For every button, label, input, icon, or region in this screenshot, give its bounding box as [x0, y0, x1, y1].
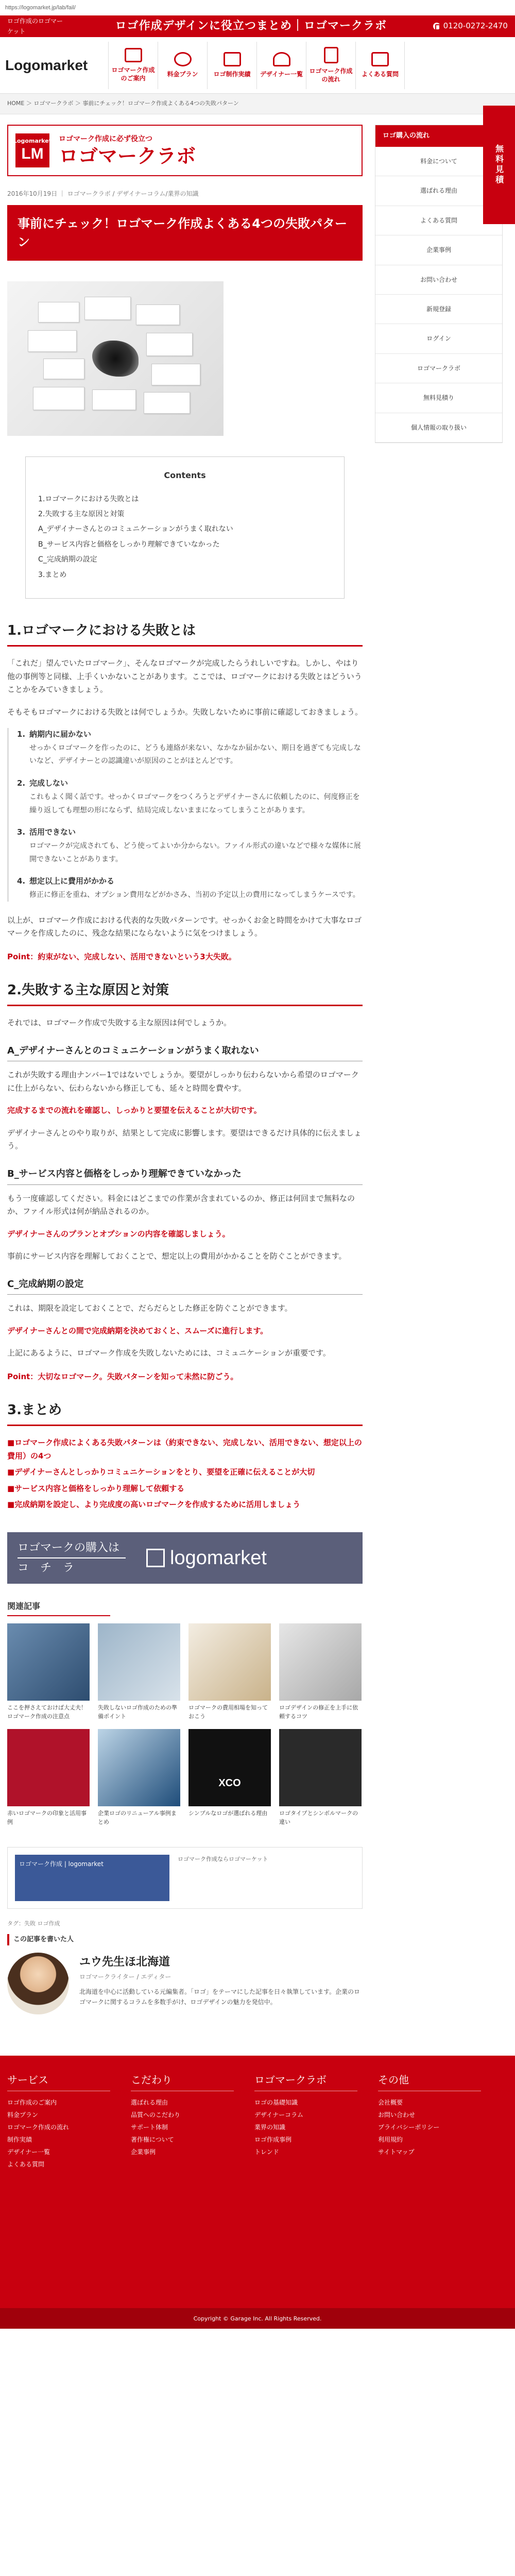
sidebar-item[interactable]: 無料見積り	[375, 383, 502, 413]
lab-banner[interactable]	[7, 125, 363, 176]
article-main	[7, 125, 363, 2056]
nav-label: よくある質問	[361, 70, 399, 78]
footer-heading: サービス	[7, 2071, 110, 2091]
sidebar-head[interactable]: ロゴ購入の流れ	[375, 125, 502, 147]
nav-item-flow[interactable]	[306, 42, 355, 89]
nav-item-guide[interactable]	[108, 42, 158, 89]
share-text: ロゴマーク作成ならロゴマーケット	[178, 1856, 268, 1863]
related-label: シンプルなロゴが選ばれる理由	[188, 1810, 268, 1817]
related-label: ロゴデザインの修正を上手に依頼するコツ	[279, 1704, 358, 1720]
fail-title: 活用できない	[29, 827, 76, 837]
buy-logo-banner[interactable]	[7, 1532, 363, 1584]
paragraph: もう一度確認してください。料金にはどこまでの作業が含まれているのか、修正は何回まで無料なのか、ファイル形式は何が納品されるのか。	[7, 1193, 355, 1216]
phone-text: 0120-0272-2470	[443, 21, 508, 31]
related-card[interactable]	[279, 1729, 362, 1826]
fail-item: 1. 納期内に届かない せっかくロゴマークを作ったのに、どうも連絡が来ない、なかなか届かない、期日を過ぎても完成しないなど、デザイナーとの認識違いが原因のことがほとんどです。	[9, 728, 363, 768]
top-strip	[0, 15, 515, 37]
related-label: ロゴタイプとシンボルマークの違い	[279, 1810, 358, 1825]
related-articles-grid	[7, 1623, 363, 1826]
section-2-heading: 2.失敗する主な原因と対策	[7, 979, 363, 1006]
toc-item[interactable]: 1.ロゴマークにおける失敗とは	[38, 495, 139, 503]
sidebar	[375, 125, 503, 2056]
toc-item[interactable]: 2.失敗する主な原因と対策	[38, 510, 125, 518]
footer-link[interactable]: ロゴ作成事例	[254, 2136, 292, 2143]
price-icon	[174, 52, 192, 66]
sidebar-item[interactable]: 企業事例	[375, 235, 502, 265]
author-bio: 北海道を中心に活動している元編集者。「ロゴ」をテーマにした記事を日々執筆しています。企業のロゴマークに関するコラムを多数手がけ、ロゴデザインの魅力を発信中。	[79, 1988, 360, 2006]
share-box	[7, 1847, 363, 1909]
content-wrap	[0, 114, 515, 2056]
related-label: ロゴマークの費用相場を知っておこう	[188, 1704, 268, 1720]
works-icon	[224, 52, 241, 66]
related-card[interactable]	[279, 1623, 362, 1721]
footer-col-lab	[254, 2071, 357, 2171]
summary-item: ■デザイナーさんとしっかりコミュニケーションをとり、要望を正確に伝えることが大切	[7, 1467, 315, 1477]
sidebar-item[interactable]: ログイン	[375, 324, 502, 353]
summary-item: ■サービス内容と価格をしっかり理解して依頼する	[7, 1483, 185, 1493]
related-thumb	[7, 1729, 90, 1806]
paragraph: これが失敗する理由ナンバー1ではないでしょうか。要望がしっかり伝わらないから希望のロゴマークに仕上がらない、伝わらないから修正しても、延々と時間を費やす。	[7, 1070, 359, 1093]
paragraph: それでは、ロゴマーク作成で失敗する主な原因は何でしょうか。	[7, 1018, 232, 1028]
author-info	[79, 1953, 363, 2008]
paragraph: これは、期限を設定しておくことで、だらだらとした修正を防ぐことができます。	[7, 1303, 293, 1313]
avatar	[7, 1953, 69, 2014]
related-thumb	[279, 1729, 362, 1806]
author-name: ユウ先生ほ北海道	[79, 1955, 170, 1969]
nav-item-works[interactable]	[207, 42, 256, 89]
article-meta: 2016年10月19日 ｜ ロゴマークラボ / デザイナーコラム/業界の知識	[7, 190, 199, 197]
footer-link[interactable]: 業界の知識	[254, 2123, 286, 2131]
footer-heading: その他	[378, 2071, 481, 2091]
related-card[interactable]	[98, 1623, 180, 1721]
related-label: 赤いロゴマークの印象と活用事例	[7, 1810, 87, 1825]
related-card[interactable]	[7, 1623, 90, 1721]
buy-banner-logo	[146, 1541, 363, 1575]
footer-link[interactable]: デザイナー一覧	[7, 2148, 50, 2156]
section-1-heading: 1.ロゴマークにおける失敗とは	[7, 619, 363, 647]
related-thumb	[279, 1623, 362, 1701]
fail-title: 納期内に届かない	[29, 730, 92, 739]
lab-banner-sub: ロゴマーク作成に必ず役立つ	[59, 135, 152, 144]
footer-link[interactable]: 選ばれる理由	[131, 2098, 168, 2106]
footer-link[interactable]: 料金プラン	[7, 2111, 39, 2119]
toc-item[interactable]: A_デザイナーさんとのコミュニケーションがうまく取れない	[38, 525, 233, 534]
footer-columns	[7, 2071, 508, 2171]
toc-item[interactable]: B_サービス内容と価格をしっかり理解できていなかった	[38, 540, 220, 549]
buy-banner-line2: コ チ ラ	[18, 1561, 75, 1574]
toc-title: Contents	[164, 470, 206, 481]
related-card[interactable]	[98, 1729, 180, 1826]
phone-number[interactable]	[433, 20, 508, 33]
paragraph: そもそもロゴマークにおける失敗とは何でしょうか。失敗しないために事前に確認しておきましょう。	[7, 707, 363, 717]
footer-col-service	[7, 2071, 110, 2171]
sidebar-item[interactable]: ロゴマークラボ	[375, 354, 502, 383]
point-callout: Point：約束がない、完成しない、活用できないという3大失敗。	[7, 952, 236, 961]
related-thumb	[98, 1729, 180, 1806]
buy-banner-logo-text: logomarket	[170, 1547, 267, 1569]
footer-link[interactable]: ロゴマーク作成の流れ	[7, 2123, 70, 2131]
nav-label: ロゴ制作実績	[213, 70, 251, 78]
author-role: ロゴマークライター / エディター	[79, 1973, 171, 1981]
section-3-heading: 3.まとめ	[7, 1399, 363, 1426]
url-bar[interactable]: https://logomarket.jp/lab/fail/	[0, 0, 515, 15]
flow-icon	[324, 47, 338, 63]
fail-title: 完成しない	[29, 778, 68, 788]
nav-item-price[interactable]	[158, 42, 207, 89]
highlight-text: デザイナーさんとの間で完成納期を決めておくと、スムーズに進行します。	[7, 1326, 268, 1335]
related-label: ここを押さえておけば大丈夫！ロゴマーク作成の注意点	[7, 1704, 87, 1720]
table-of-contents	[25, 456, 345, 599]
toc-item[interactable]: C_完成納期の設定	[38, 555, 97, 564]
sidebar-item[interactable]: 個人情報の取り扱い	[375, 413, 502, 443]
related-articles-title: 関連記事	[7, 1599, 110, 1616]
lab-banner-title: ロゴマークラボ	[59, 145, 196, 167]
summary-list	[7, 1436, 363, 1512]
point-callout: Point：大切なロゴマーク。失敗パターンを知って未然に防ごう。	[7, 1371, 238, 1381]
paragraph: デザイナーさんとのやり取りが、結果として完成に影響します。要望はできるだけ具体的に伝えましょう。	[7, 1128, 362, 1151]
footer-link[interactable]: トレンド	[254, 2148, 279, 2156]
footer-link[interactable]: 制作実績	[7, 2136, 32, 2143]
lab-mark-top: Logomarket	[13, 138, 52, 145]
footer-link[interactable]: 利用規約	[378, 2136, 403, 2143]
related-label: 企業ロゴのリニューアル事例まとめ	[98, 1810, 177, 1825]
summary-item: ■ロゴマーク作成によくある失敗パターンは（約束できない、完成しない、活用できない、想定以上の費用）の4つ	[7, 1438, 362, 1461]
nav-item-designers[interactable]	[256, 42, 306, 89]
fail-item: 4. 想定以上に費用がかかる 修正に修正を重ね、オプション費用などがかさみ、当初の予定以上の費用になってしまうケースです。	[9, 875, 363, 901]
footer-link[interactable]: ロゴの基礎知識	[254, 2098, 298, 2106]
breadcrumb[interactable]: HOME ＞ ロゴマークラボ ＞ 事前にチェック！ロゴマーク作成よくある4つの失敗パターン	[0, 94, 515, 114]
nav-item-faq[interactable]	[355, 42, 405, 89]
related-thumb-text: XCO	[218, 1777, 241, 1789]
nav-label: ロゴマーク作成の流れ	[309, 67, 353, 83]
paragraph: 事前にサービス内容を理解しておくことで、想定以上の費用がかかることを防ぐことができます。	[7, 1251, 347, 1261]
related-thumb	[98, 1623, 180, 1701]
footer-link[interactable]: 企業事例	[131, 2148, 156, 2156]
site-footer	[0, 2056, 515, 2329]
fail-desc: ロゴマークが完成されても、どう使ってよいか分からない。ファイル形式の違いなどで様々な媒体に展開できないことがあります。	[29, 841, 361, 863]
footer-link[interactable]: サポート体制	[131, 2123, 168, 2131]
video-embed[interactable]: ロゴマーク作成 | logomarket	[15, 1855, 169, 1901]
fail-title: 想定以上に費用がかかる	[29, 876, 115, 886]
related-card[interactable]	[188, 1729, 271, 1826]
footer-col-commitment	[131, 2071, 234, 2171]
footer-link[interactable]: デザイナーコラム	[254, 2111, 304, 2119]
subsection-c-heading: C_完成納期の設定	[7, 1277, 363, 1295]
copyright: Copyright © Garage Inc. All Rights Reserved.	[0, 2308, 515, 2329]
buy-banner-line1: ロゴマークの購入は	[18, 1541, 120, 1554]
highlight-text: デザイナーさんのプランとオプションの内容を確認しましょう。	[7, 1229, 230, 1239]
sidebar-item[interactable]: 新規登録	[375, 295, 502, 324]
site-logo[interactable]: Logomarket	[5, 57, 88, 73]
footer-heading: ロゴマークラボ	[254, 2071, 357, 2091]
fail-item: 2. 完成しない これもよく聞く話です。せっかくロゴマークをつくろうとデザイナーさんに依頼したのに、何度修正を繰り返しても理想の形にならず、結局完成しないままになってしまうことがあります。	[9, 777, 363, 817]
subsection-a-heading: A_デザイナーさんとのコミュニケーションがうまく取れない	[7, 1043, 363, 1062]
lab-banner-text	[59, 133, 196, 167]
author-tags[interactable]: タグ：失敗 ロゴ作成	[7, 1920, 60, 1927]
footer-link[interactable]: 品質へのこだわり	[131, 2111, 181, 2119]
subsection-b-heading: B_サービス内容と価格をしっかり理解できていなかった	[7, 1166, 363, 1185]
toc-list	[38, 492, 332, 583]
fail-desc: これもよく聞く話です。せっかくロゴマークをつくろうとデザイナーさんに依頼したのに、何度修正を繰り返しても理想の形にならず、結局完成しないままになってしまうことがあります。	[29, 792, 360, 815]
lab-mark-big: LM	[21, 145, 44, 162]
sidebar-item[interactable]: 料金について	[375, 147, 502, 176]
nav-label: 料金プラン	[167, 70, 198, 78]
main-nav	[108, 42, 405, 89]
footer-col-other	[378, 2071, 481, 2171]
related-card[interactable]	[188, 1623, 271, 1721]
phone-icon	[433, 23, 440, 30]
fail-item: 3. 活用できない ロゴマークが完成されても、どう使ってよいか分からない。ファイル形式の違いなどで様々な媒体に展開できないことがあります。	[9, 826, 363, 866]
nav-label: デザイナー一覧	[260, 70, 303, 78]
footer-link[interactable]: よくある質問	[7, 2160, 45, 2168]
fail-list	[7, 728, 363, 902]
float-estimate-tab[interactable]: 無料見積	[483, 106, 515, 224]
buy-banner-text	[7, 1539, 146, 1577]
sidebar-item[interactable]: お問い合わせ	[375, 265, 502, 295]
footer-link[interactable]: お問い合わせ	[378, 2111, 416, 2119]
fail-desc: 修正に修正を重ね、オプション費用などがかさみ、当初の予定以上の費用になってしまうケースです。	[29, 890, 360, 899]
article-title: 事前にチェック！ロゴマーク作成よくある4つの失敗パターン	[7, 205, 363, 261]
related-thumb	[188, 1729, 271, 1806]
footer-link[interactable]: サイトマップ	[378, 2148, 415, 2156]
highlight-text: 完成するまでの流れを確認し、しっかりと要望を伝えることが大切です。	[7, 1106, 262, 1115]
fail-desc: せっかくロゴマークを作ったのに、どうも連絡が来ない、なかなか届かない、期日を過ぎても完成しないなど、デザイナーとの認識違いが原因のことがほとんどです。	[29, 743, 361, 766]
paragraph: 上記にあるように、ロゴマーク作成を失敗しないためには、コミュニケーションが重要です。	[7, 1348, 331, 1358]
site-tagline: ロゴ作成デザインに役立つまとめ｜ロゴマークラボ	[115, 20, 387, 33]
author-box	[7, 1953, 363, 2014]
logomarket-icon	[146, 1549, 165, 1567]
faq-icon	[371, 52, 389, 66]
sidebar-item[interactable]: 選ばれる理由	[375, 176, 502, 206]
footer-heading: こだわり	[131, 2071, 234, 2091]
paragraph: 「これだ」望んでいたロゴマーク」、そんなロゴマークが完成したらうれしいですね。しかし、やはり他の事例等と同様、上手くいかないことがあります。ここでは、ロゴマークにおける失敗とはどういうことかをみていきましょう。	[7, 658, 362, 694]
site-header	[0, 37, 515, 94]
summary-item: ■完成納期を設定し、より完成度の高いロゴマークを作成するために活用しましょう	[7, 1500, 301, 1510]
paragraph: 以上が、ロゴマーク作成における代表的な失敗パターンです。せっかくお金と時間をかけて大事なロゴマークを作成したのに、残念な結果にならないように気をつけましょう。	[7, 915, 362, 938]
footer-link[interactable]: 会社概要	[378, 2098, 403, 2106]
footer-link[interactable]: プライバシーポリシー	[378, 2123, 440, 2131]
related-label: 失敗しないロゴ作成のための準備ポイント	[98, 1704, 177, 1720]
nav-label: ロゴマーク作成のご案内	[111, 66, 155, 82]
author-heading: この記事を書いた人	[7, 1934, 363, 1945]
top-strip-left: ロゴ作成のロゴマーケット	[7, 17, 63, 35]
hero-image-broken-wall	[7, 281, 224, 436]
related-thumb	[7, 1623, 90, 1701]
guide-icon	[125, 48, 142, 62]
footer-link[interactable]: ロゴ作成のご案内	[7, 2098, 57, 2106]
toc-item[interactable]: 3.まとめ	[38, 570, 67, 579]
footer-link[interactable]: 著作権について	[131, 2136, 174, 2143]
sidebar-item[interactable]: よくある質問	[375, 206, 502, 235]
lab-logo-mark	[13, 133, 52, 167]
designer-icon	[273, 52, 290, 66]
related-thumb	[188, 1623, 271, 1701]
related-card[interactable]	[7, 1729, 90, 1826]
